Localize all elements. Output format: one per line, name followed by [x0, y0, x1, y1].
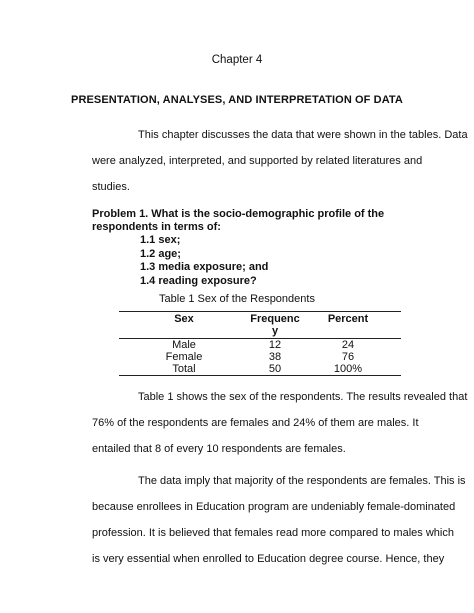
implication-line: The data imply that majority of the respondents are females. This is: [138, 475, 466, 487]
table-cell-frequency: 12: [268, 339, 282, 351]
table-header-sex: Sex: [174, 313, 194, 325]
table-cell-sex: Female: [165, 351, 203, 363]
chapter-label: Chapter 4: [211, 54, 263, 66]
table-header-percent: Percent: [327, 313, 369, 325]
intro-line: studies.: [92, 181, 130, 193]
table-cell-frequency: 50: [268, 363, 282, 375]
problem-item: 1.1 sex;: [140, 234, 181, 246]
problem-items-list: [140, 234, 268, 288]
problem-item: 1.3 media exposure; and: [140, 261, 269, 273]
main-heading: PRESENTATION, ANALYSES, AND INTERPRETATION OF DATA: [71, 94, 403, 106]
table-header-frequency: Frequenc: [250, 313, 300, 325]
problem-title: Problem 1. What is the socio-demographic profile of the respondents in terms of:: [92, 208, 385, 233]
intro-line: This chapter discusses the data that were shown in the tables. Data: [138, 129, 468, 141]
table-cell-frequency: 38: [268, 351, 282, 363]
results-line: entailed that 8 of every 10 respondents are females.: [92, 443, 346, 455]
table-cell-percent: 76: [341, 351, 355, 363]
table-cell-sex: Total: [172, 363, 196, 375]
problem-item: 1.2 age;: [140, 247, 181, 260]
results-line: 76% of the respondents are females and 24% of them are males. It: [92, 417, 419, 429]
intro-line: were analyzed, interpreted, and supported by related literatures and: [92, 155, 423, 167]
table-bottom-rule: [119, 375, 401, 376]
table-caption: Table 1 Sex of the Respondents: [159, 293, 315, 305]
table-cell-percent: 24: [341, 339, 355, 351]
implication-line: is very essential when enrolled to Education degree course. Hence, they: [92, 553, 445, 565]
results-paragraph: [92, 384, 468, 462]
implication-line: because enrollees in Education program are undeniably female-dominated: [92, 501, 456, 513]
table-top-rule: [119, 311, 401, 312]
implication-paragraph: [92, 468, 466, 572]
intro-paragraph: [92, 122, 468, 200]
table-cell-percent: 100%: [333, 363, 363, 375]
table-header-frequency-wrap: y: [271, 325, 279, 337]
table-cell-sex: Male: [172, 339, 196, 351]
problem-item: 1.4 reading exposure?: [140, 274, 257, 287]
results-line: Table 1 shows the sex of the respondents. The results revealed that: [138, 391, 468, 403]
implication-line: profession. It is believed that females read more compared to males which: [92, 527, 454, 539]
